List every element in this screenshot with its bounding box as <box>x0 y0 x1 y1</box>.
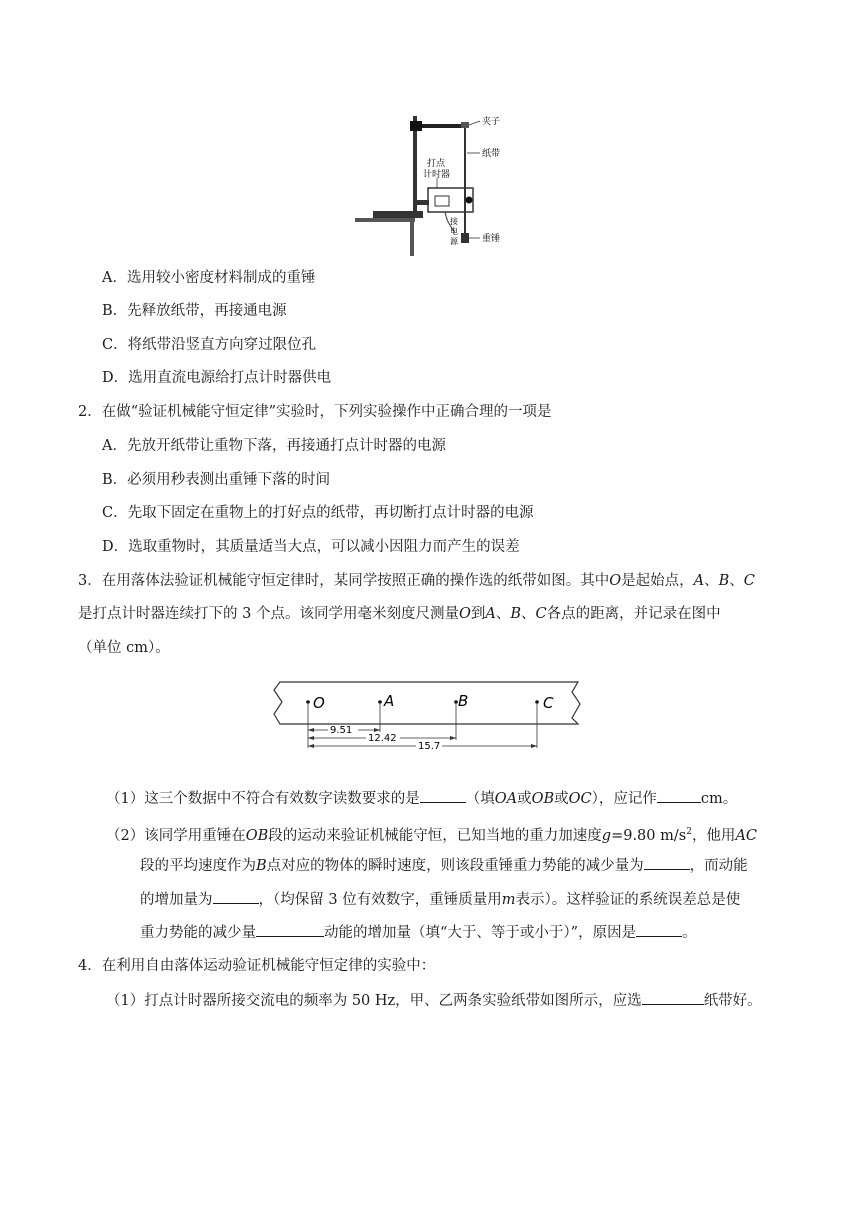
tape-label-b: B <box>458 692 469 710</box>
answer-blank[interactable] <box>657 788 701 803</box>
answer-blank[interactable] <box>213 889 259 904</box>
label-power-1: 接 <box>450 217 458 226</box>
q1-option-d: D．选用直流电源给打点计时器供电 <box>102 370 332 386</box>
dim-label-oc: 15.7 <box>418 741 441 750</box>
answer-blank[interactable] <box>420 788 466 803</box>
q2-option-d: D．选取重物时，其质量适当大点，可以减小因阻力而产生的误差 <box>102 539 520 555</box>
answer-blank[interactable] <box>642 990 704 1005</box>
q1-option-c: C．将纸带沿竖直方向穿过限位孔 <box>102 337 317 353</box>
dim-label-oa: 9.51 <box>330 725 353 736</box>
answer-blank[interactable] <box>644 855 690 870</box>
label-power-3: 源 <box>450 237 458 246</box>
label-tape: 纸带 <box>482 149 501 159</box>
rod-clamp <box>410 121 422 131</box>
tape-point-a <box>378 700 382 704</box>
q4-stem: 4．在利用自由落体运动验证机械能守恒定律的实验中： <box>78 958 436 974</box>
label-timer-1: 打点 <box>427 159 446 169</box>
label-power-2: 电 <box>450 227 458 236</box>
q3-sub1: （1）这三个数据中不符合有效数字读数要求的是 （填OA或OB或OC），应记作 cm。 <box>106 788 737 809</box>
q4-sub1: （1）打点计时器所接交流电的频率为 50 Hz，甲、乙两条实验纸带如图所示，应选 纸带好。 <box>106 990 762 1011</box>
table-top <box>355 218 415 222</box>
tape-figure <box>270 680 582 750</box>
q3-sub2-line3: 的增加量为 ，（均保留 3 位有效数字，重锤质量用m表示）。这样验证的系统误差总是使 <box>140 889 740 910</box>
tape-point-c <box>535 700 539 704</box>
q2-option-a: A．先放开纸带让重物下落，再接通打点计时器的电源 <box>102 438 446 454</box>
tape-label-c: C <box>543 694 554 712</box>
timer-knob <box>466 197 473 204</box>
tape-point-o <box>306 700 310 704</box>
answer-blank[interactable] <box>256 922 324 937</box>
q1-option-b: B．先释放纸带，再接通电源 <box>102 303 287 319</box>
tape-clip <box>461 122 469 128</box>
tape-label-a: A <box>384 692 395 710</box>
apparatus-figure <box>355 108 525 258</box>
label-weight: 重锤 <box>482 234 501 244</box>
q3-stem-line3: （单位 cm）。 <box>78 640 170 656</box>
q3-stem-line1: 3．在用落体法验证机械能守恒定律时，某同学按照正确的操作选的纸带如图。其中O是起始点，A、B、C <box>78 573 755 589</box>
answer-blank[interactable] <box>636 922 682 937</box>
q2-option-c: C．先取下固定在重物上的打好点的纸带，再切断打点计时器的电源 <box>102 505 534 521</box>
label-clip: 夹子 <box>482 117 501 127</box>
timer-mount <box>417 200 429 205</box>
q3-sub2-line4: 重力势能的减少量 动能的增加量（填“大于、等于或小于）”，原因是 。 <box>140 922 697 943</box>
q3-sub2-line2: 段的平均速度作为B点对应的物体的瞬时速度，则该段重锤重力势能的减少量为 ，而动能 <box>140 855 748 876</box>
q3-stem-line2: 是打点计时器连续打下的 3 个点。该同学用毫米刻度尺测量O到A、B、C各点的距离，并记录在图中 <box>78 606 721 622</box>
table-leg <box>410 222 414 256</box>
q2-option-b: B．必须用秒表测出重锤下落的时间 <box>102 472 331 488</box>
q3-sub2-line1: （2）该同学用重锤在OB段的运动来验证机械能守恒，已知当地的重力加速度g=9.80 $m/s^2$，他用AC <box>106 827 758 844</box>
q1-option-a: A．选用较小密度材料制成的重锤 <box>102 270 316 286</box>
q2-stem: 2．在做“验证机械能守恒定律”实验时，下列实验操作中正确合理的一项是 <box>78 404 552 420</box>
dim-label-ob: 12.42 <box>368 733 397 744</box>
timer-coil <box>435 196 449 206</box>
tape-label-o: O <box>313 694 325 712</box>
label-timer-2: 计时器 <box>423 170 451 180</box>
hanging-weight <box>461 233 469 243</box>
